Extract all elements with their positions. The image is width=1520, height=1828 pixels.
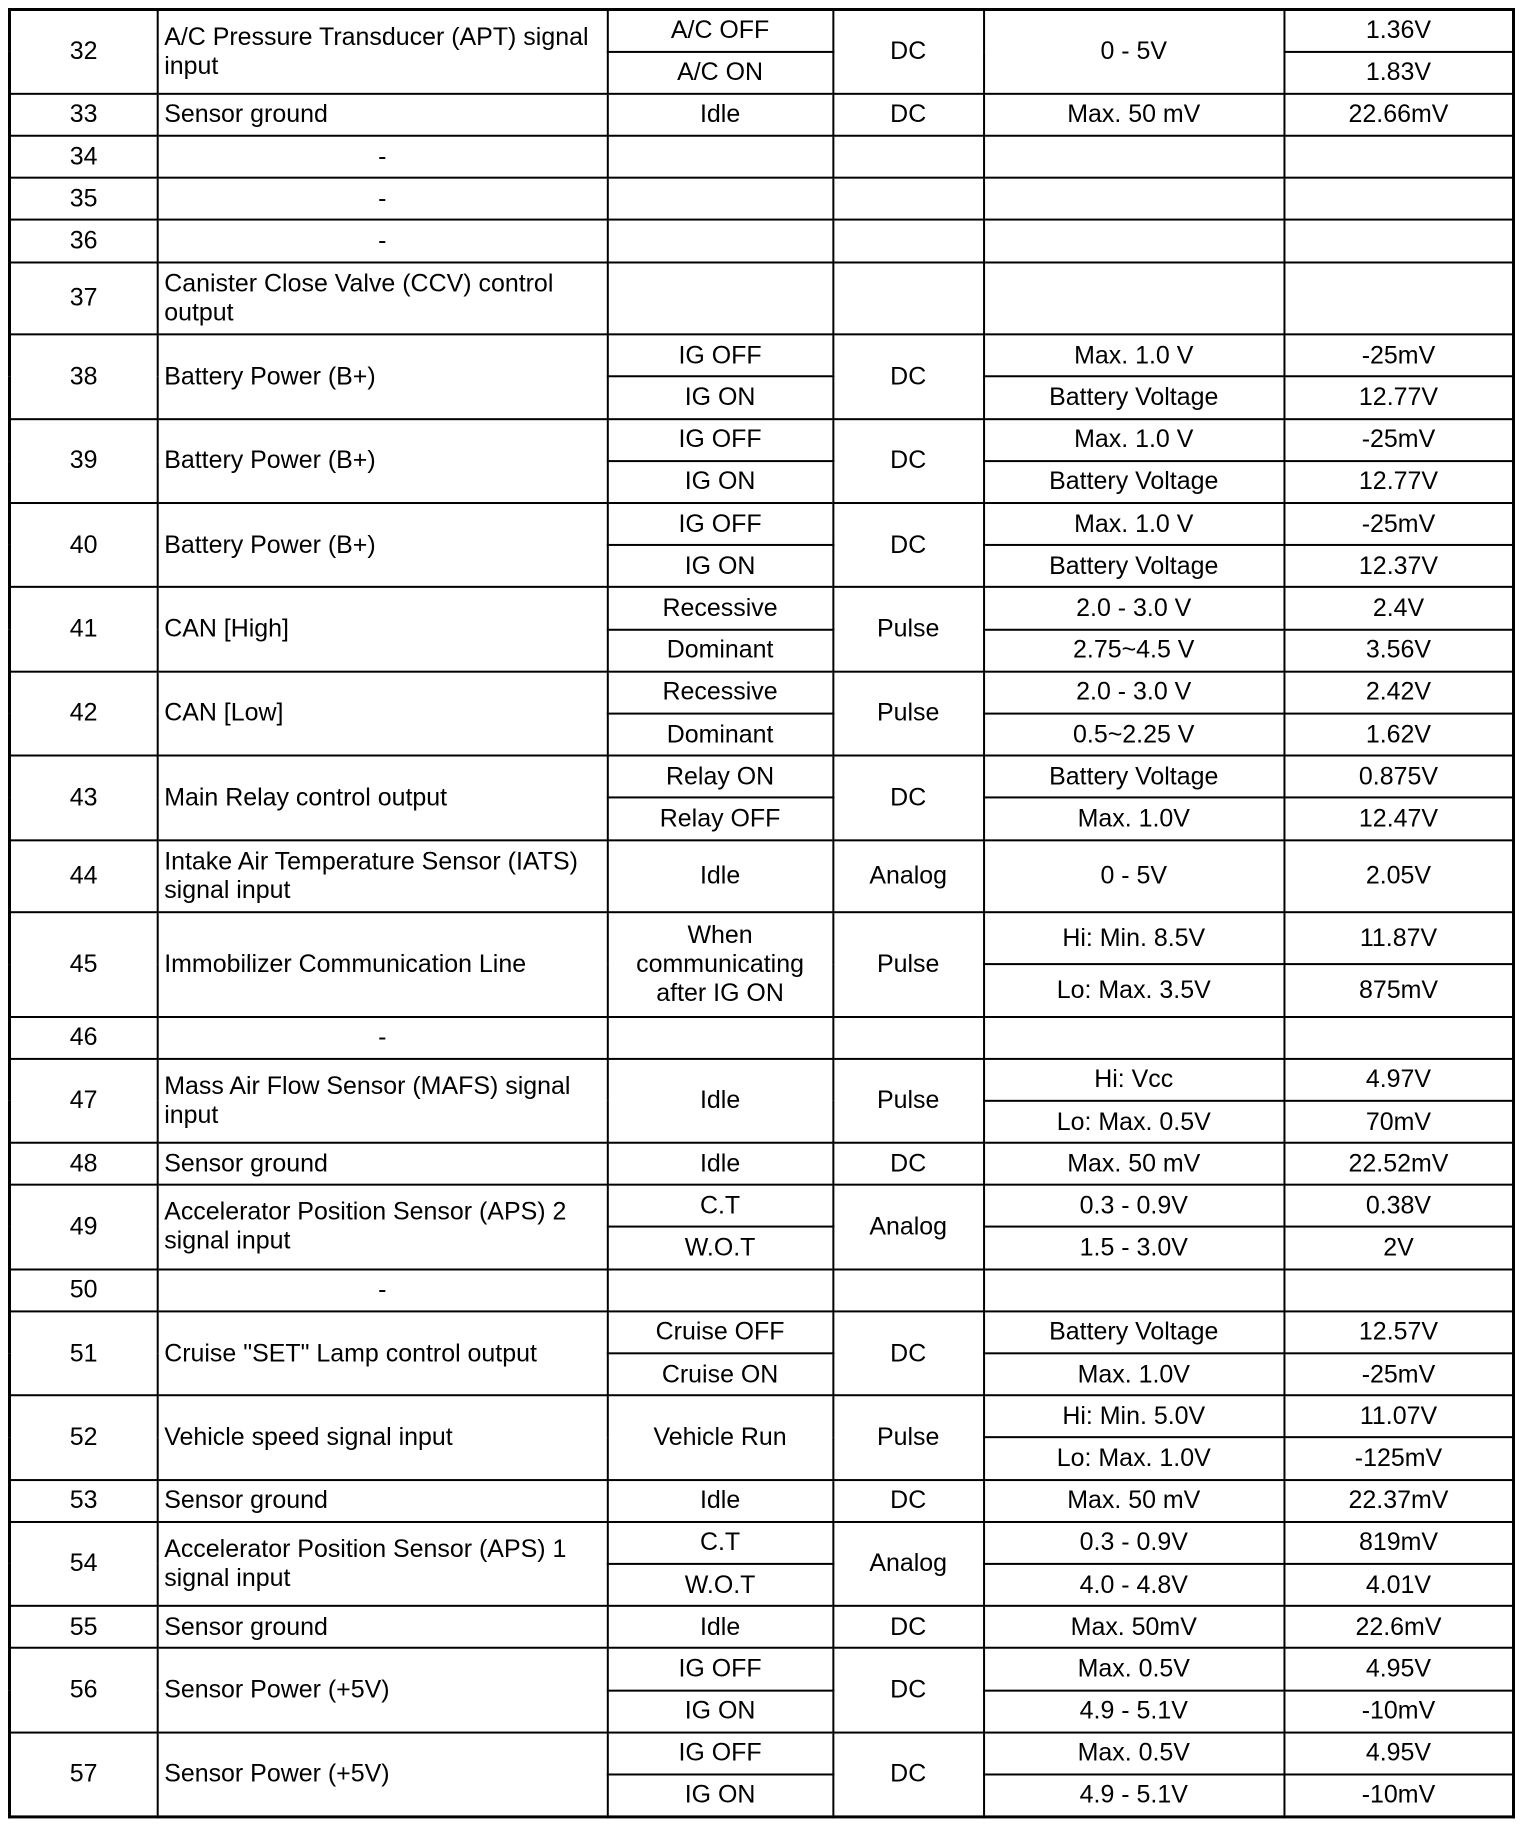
measured-value-cell: -10mV (1284, 1774, 1514, 1817)
signal-type-cell (833, 178, 984, 220)
pin-number-cell: 46 (9, 1017, 157, 1059)
measured-value-cell: -10mV (1284, 1690, 1514, 1732)
signal-type-cell: DC (833, 335, 984, 419)
table-row (9, 136, 1513, 178)
pin-description-cell: - (157, 1269, 607, 1311)
condition-cell: W.O.T (607, 1227, 833, 1269)
pin-number-cell: 43 (9, 756, 157, 840)
pin-number-cell: 54 (9, 1522, 157, 1606)
pin-number-cell: 37 (9, 262, 157, 335)
table-row (9, 220, 1513, 262)
pin-number-cell: 48 (9, 1143, 157, 1185)
signal-type-cell: DC (833, 1143, 984, 1185)
table-row (9, 1059, 1513, 1101)
measured-value-cell: 4.95V (1284, 1732, 1514, 1774)
pin-description-cell: - (157, 1017, 607, 1059)
measured-value-cell: 1.62V (1284, 714, 1514, 756)
pin-number-cell: 56 (9, 1648, 157, 1732)
measured-value-cell: 70mV (1284, 1101, 1514, 1143)
spec-value-cell: Lo: Max. 1.0V (984, 1438, 1284, 1480)
measured-value-cell: 2.42V (1284, 671, 1514, 713)
condition-cell: Relay ON (607, 756, 833, 798)
measured-value-cell (1284, 1269, 1514, 1311)
pin-table-body (9, 9, 1513, 1816)
measured-value-cell: 1.36V (1284, 9, 1514, 51)
measured-value-cell: -25mV (1284, 503, 1514, 545)
spec-value-cell: 0.5~2.25 V (984, 714, 1284, 756)
pin-description-cell: Main Relay control output (157, 756, 607, 840)
spec-value-cell: Battery Voltage (984, 377, 1284, 419)
pin-description-cell: Battery Power (B+) (157, 335, 607, 419)
pin-number-cell: 45 (9, 912, 157, 1016)
spec-value-cell: 4.9 - 5.1V (984, 1774, 1284, 1817)
pin-description-cell: Intake Air Temperature Sensor (IATS) signal input (157, 840, 607, 913)
pin-number-cell: 34 (9, 136, 157, 178)
condition-cell: Recessive (607, 671, 833, 713)
condition-cell: W.O.T (607, 1564, 833, 1606)
condition-cell: Idle (607, 1606, 833, 1648)
signal-type-cell: DC (833, 1732, 984, 1817)
condition-cell: Idle (607, 1059, 833, 1143)
condition-cell: Recessive (607, 587, 833, 629)
table-row (9, 503, 1513, 545)
signal-type-cell: Pulse (833, 671, 984, 755)
measured-value-cell: 4.95V (1284, 1648, 1514, 1690)
measured-value-cell: 22.52mV (1284, 1143, 1514, 1185)
measured-value-cell: 1.83V (1284, 52, 1514, 94)
spec-value-cell (984, 262, 1284, 335)
pin-description-cell: Accelerator Position Sensor (APS) 2 signal input (157, 1185, 607, 1269)
measured-value-cell: 12.57V (1284, 1311, 1514, 1353)
measured-value-cell: -25mV (1284, 1353, 1514, 1395)
spec-value-cell: Lo: Max. 3.5V (984, 964, 1284, 1016)
spec-value-cell: Max. 1.0 V (984, 419, 1284, 461)
pin-number-cell: 41 (9, 587, 157, 671)
pin-description-cell: - (157, 136, 607, 178)
measured-value-cell (1284, 136, 1514, 178)
spec-value-cell: 0 - 5V (984, 840, 1284, 913)
spec-value-cell: Hi: Min. 8.5V (984, 912, 1284, 964)
condition-cell: A/C ON (607, 52, 833, 94)
signal-type-cell: Pulse (833, 587, 984, 671)
pin-number-cell: 42 (9, 671, 157, 755)
table-row (9, 1143, 1513, 1185)
measured-value-cell (1284, 1017, 1514, 1059)
condition-cell: Dominant (607, 714, 833, 756)
condition-cell (607, 178, 833, 220)
signal-type-cell: DC (833, 1311, 984, 1395)
table-row (9, 335, 1513, 377)
pin-description-cell: A/C Pressure Transducer (APT) signal input (157, 9, 607, 93)
pin-number-cell: 36 (9, 220, 157, 262)
table-row (9, 419, 1513, 461)
pin-description-cell: Accelerator Position Sensor (APS) 1 signal input (157, 1522, 607, 1606)
table-row (9, 756, 1513, 798)
signal-type-cell: Pulse (833, 1395, 984, 1479)
signal-type-cell: Analog (833, 840, 984, 913)
pin-description-cell: CAN [Low] (157, 671, 607, 755)
spec-value-cell: Battery Voltage (984, 1311, 1284, 1353)
signal-type-cell: DC (833, 756, 984, 840)
pin-description-cell: Sensor Power (+5V) (157, 1732, 607, 1817)
measured-value-cell: 22.6mV (1284, 1606, 1514, 1648)
spec-value-cell: 2.0 - 3.0 V (984, 587, 1284, 629)
pin-spec-table (8, 8, 1515, 1818)
pin-number-cell: 52 (9, 1395, 157, 1479)
pin-description-cell: Sensor Power (+5V) (157, 1648, 607, 1732)
signal-type-cell: Pulse (833, 1059, 984, 1143)
measured-value-cell: 12.37V (1284, 545, 1514, 587)
spec-value-cell: 1.5 - 3.0V (984, 1227, 1284, 1269)
pin-description-cell: CAN [High] (157, 587, 607, 671)
signal-type-cell: Pulse (833, 912, 984, 1016)
condition-cell: Vehicle Run (607, 1395, 833, 1479)
condition-cell: Cruise OFF (607, 1311, 833, 1353)
pin-description-cell: Immobilizer Communication Line (157, 912, 607, 1016)
spec-value-cell: Max. 0.5V (984, 1732, 1284, 1774)
pin-description-cell: Sensor ground (157, 1606, 607, 1648)
spec-value-cell: 0.3 - 0.9V (984, 1185, 1284, 1227)
condition-cell: IG OFF (607, 1648, 833, 1690)
pin-number-cell: 44 (9, 840, 157, 913)
condition-cell: IG OFF (607, 335, 833, 377)
spec-value-cell: Battery Voltage (984, 461, 1284, 503)
measured-value-cell: 2.4V (1284, 587, 1514, 629)
measured-value-cell: 875mV (1284, 964, 1514, 1016)
condition-cell: Idle (607, 94, 833, 136)
table-row (9, 587, 1513, 629)
spec-value-cell (984, 1269, 1284, 1311)
spec-value-cell: 4.9 - 5.1V (984, 1690, 1284, 1732)
spec-value-cell: 0.3 - 0.9V (984, 1522, 1284, 1564)
pin-number-cell: 40 (9, 503, 157, 587)
signal-type-cell: DC (833, 94, 984, 136)
table-row (9, 1732, 1513, 1774)
table-row (9, 1522, 1513, 1564)
measured-value-cell: 0.875V (1284, 756, 1514, 798)
pin-description-cell: Battery Power (B+) (157, 503, 607, 587)
spec-value-cell: Max. 1.0V (984, 1353, 1284, 1395)
measured-value-cell: 12.47V (1284, 798, 1514, 840)
measured-value-cell (1284, 220, 1514, 262)
table-row (9, 1311, 1513, 1353)
condition-cell: IG ON (607, 1774, 833, 1817)
signal-type-cell: DC (833, 1648, 984, 1732)
condition-cell: Idle (607, 1480, 833, 1522)
measured-value-cell: 12.77V (1284, 461, 1514, 503)
condition-cell: IG ON (607, 545, 833, 587)
spec-value-cell: Max. 50 mV (984, 1480, 1284, 1522)
table-row (9, 262, 1513, 335)
spec-value-cell: Max. 1.0V (984, 798, 1284, 840)
table-row (9, 1480, 1513, 1522)
table-row (9, 178, 1513, 220)
pin-description-cell: Sensor ground (157, 1143, 607, 1185)
condition-cell: Relay OFF (607, 798, 833, 840)
spec-value-cell: Max. 1.0 V (984, 503, 1284, 545)
pin-number-cell: 57 (9, 1732, 157, 1817)
signal-type-cell (833, 262, 984, 335)
spec-value-cell (984, 1017, 1284, 1059)
condition-cell (607, 1017, 833, 1059)
pin-number-cell: 47 (9, 1059, 157, 1143)
pin-number-cell: 33 (9, 94, 157, 136)
measured-value-cell: -25mV (1284, 335, 1514, 377)
measured-value-cell: 2.05V (1284, 840, 1514, 913)
condition-cell: C.T (607, 1522, 833, 1564)
spec-value-cell: Hi: Vcc (984, 1059, 1284, 1101)
condition-cell: Dominant (607, 629, 833, 671)
measured-value-cell: 0.38V (1284, 1185, 1514, 1227)
measured-value-cell (1284, 178, 1514, 220)
measured-value-cell: 4.97V (1284, 1059, 1514, 1101)
table-row (9, 912, 1513, 964)
pin-description-cell: Battery Power (B+) (157, 419, 607, 503)
measured-value-cell: -125mV (1284, 1438, 1514, 1480)
pin-description-cell: Canister Close Valve (CCV) control output (157, 262, 607, 335)
signal-type-cell (833, 136, 984, 178)
signal-type-cell: DC (833, 9, 984, 93)
spec-value-cell (984, 220, 1284, 262)
signal-type-cell (833, 1269, 984, 1311)
condition-cell (607, 220, 833, 262)
condition-cell: IG OFF (607, 1732, 833, 1774)
spec-value-cell: Lo: Max. 0.5V (984, 1101, 1284, 1143)
condition-cell: Idle (607, 1143, 833, 1185)
condition-cell: When communicating after IG ON (607, 912, 833, 1016)
spec-value-cell: Max. 1.0 V (984, 335, 1284, 377)
pin-spec-sheet (8, 8, 1512, 1818)
spec-value-cell: Hi: Min. 5.0V (984, 1395, 1284, 1437)
pin-number-cell: 49 (9, 1185, 157, 1269)
condition-cell: Idle (607, 840, 833, 913)
signal-type-cell: DC (833, 419, 984, 503)
spec-value-cell: 2.75~4.5 V (984, 629, 1284, 671)
pin-description-cell: - (157, 220, 607, 262)
pin-description-cell: Vehicle speed signal input (157, 1395, 607, 1479)
pin-description-cell: Sensor ground (157, 94, 607, 136)
pin-number-cell: 55 (9, 1606, 157, 1648)
pin-number-cell: 32 (9, 9, 157, 93)
table-row (9, 1185, 1513, 1227)
spec-value-cell: 2.0 - 3.0 V (984, 671, 1284, 713)
spec-value-cell: 0 - 5V (984, 9, 1284, 93)
signal-type-cell: DC (833, 503, 984, 587)
spec-value-cell: Max. 50 mV (984, 1143, 1284, 1185)
pin-number-cell: 53 (9, 1480, 157, 1522)
measured-value-cell: 3.56V (1284, 629, 1514, 671)
measured-value-cell: 4.01V (1284, 1564, 1514, 1606)
pin-number-cell: 35 (9, 178, 157, 220)
signal-type-cell: Analog (833, 1522, 984, 1606)
spec-value-cell: Battery Voltage (984, 756, 1284, 798)
condition-cell (607, 262, 833, 335)
measured-value-cell: 12.77V (1284, 377, 1514, 419)
signal-type-cell (833, 1017, 984, 1059)
condition-cell: IG ON (607, 377, 833, 419)
measured-value-cell: 2V (1284, 1227, 1514, 1269)
measured-value-cell: -25mV (1284, 419, 1514, 461)
pin-number-cell: 50 (9, 1269, 157, 1311)
measured-value-cell: 819mV (1284, 1522, 1514, 1564)
condition-cell: A/C OFF (607, 9, 833, 51)
condition-cell (607, 1269, 833, 1311)
condition-cell: IG OFF (607, 419, 833, 461)
pin-number-cell: 39 (9, 419, 157, 503)
spec-value-cell: 4.0 - 4.8V (984, 1564, 1284, 1606)
spec-value-cell: Max. 50 mV (984, 94, 1284, 136)
pin-description-cell: - (157, 178, 607, 220)
table-row (9, 9, 1513, 51)
spec-value-cell: Max. 50mV (984, 1606, 1284, 1648)
table-row (9, 1648, 1513, 1690)
condition-cell: IG ON (607, 1690, 833, 1732)
measured-value-cell: 11.87V (1284, 912, 1514, 964)
signal-type-cell: DC (833, 1606, 984, 1648)
table-row (9, 1017, 1513, 1059)
table-row (9, 94, 1513, 136)
signal-type-cell: Analog (833, 1185, 984, 1269)
condition-cell (607, 136, 833, 178)
pin-number-cell: 51 (9, 1311, 157, 1395)
spec-value-cell (984, 178, 1284, 220)
pin-description-cell: Mass Air Flow Sensor (MAFS) signal input (157, 1059, 607, 1143)
pin-description-cell: Sensor ground (157, 1480, 607, 1522)
signal-type-cell (833, 220, 984, 262)
table-row (9, 1269, 1513, 1311)
pin-description-cell: Cruise "SET" Lamp control output (157, 1311, 607, 1395)
table-row (9, 671, 1513, 713)
measured-value-cell: 11.07V (1284, 1395, 1514, 1437)
table-row (9, 840, 1513, 913)
pin-number-cell: 38 (9, 335, 157, 419)
condition-cell: Cruise ON (607, 1353, 833, 1395)
measured-value-cell: 22.66mV (1284, 94, 1514, 136)
measured-value-cell (1284, 262, 1514, 335)
condition-cell: IG ON (607, 461, 833, 503)
spec-value-cell: Battery Voltage (984, 545, 1284, 587)
measured-value-cell: 22.37mV (1284, 1480, 1514, 1522)
spec-value-cell: Max. 0.5V (984, 1648, 1284, 1690)
spec-value-cell (984, 136, 1284, 178)
table-row (9, 1606, 1513, 1648)
condition-cell: C.T (607, 1185, 833, 1227)
table-row (9, 1395, 1513, 1437)
condition-cell: IG OFF (607, 503, 833, 545)
signal-type-cell: DC (833, 1480, 984, 1522)
